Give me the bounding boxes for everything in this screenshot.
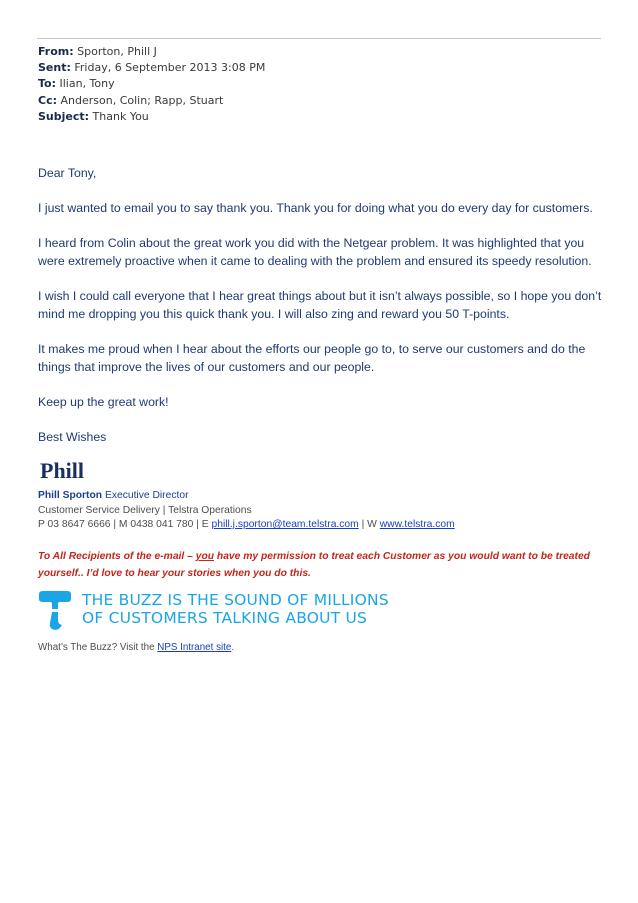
- signature-title: Executive Director: [104, 490, 189, 501]
- email-link[interactable]: phill.j.sporton@team.telstra.com: [211, 519, 359, 530]
- cc-label: Cc:: [38, 93, 57, 107]
- subject-value: Thank You: [92, 109, 149, 123]
- from-label: From:: [38, 45, 74, 58]
- buzz-banner: [38, 590, 389, 634]
- paragraph-4: It makes me proud when I hear about the efforts our people go to, to serve our customers and do the things that improve the lives of our customers and our people.: [38, 341, 586, 374]
- subject-row: [38, 109, 265, 125]
- header-divider: [37, 38, 601, 39]
- notice-end: have my permission to treat each Customer as you would want to be treated yourself.. I’d love to hear your stories when you do this.: [38, 551, 590, 579]
- paragraph-1: I just wanted to email you to say thank you. Thank you for doing what you do every day for customers.: [38, 201, 593, 216]
- signature-name: Phill Sporton: [38, 490, 103, 501]
- signature-dept: Customer Service Delivery | Telstra Operations: [38, 504, 252, 516]
- cc-value: Anderson, Colin; Rapp, Stuart: [60, 93, 224, 107]
- to-value: Ilian, Tony: [59, 77, 115, 91]
- paragraph-5: Keep up the great work!: [38, 394, 169, 409]
- signature-contact: [38, 518, 608, 533]
- closing: Best Wishes: [38, 429, 107, 444]
- from-row: [38, 44, 265, 60]
- subject-label: Subject:: [38, 109, 90, 123]
- buzz-footer: [38, 642, 234, 653]
- handwritten-signature: Phill: [40, 458, 85, 483]
- permission-notice: [38, 548, 604, 582]
- buzz-text: What’s The Buzz? Visit the: [38, 642, 158, 653]
- sent-value: Friday, 6 September 2013 3:08 PM: [74, 61, 266, 75]
- website-link[interactable]: www.telstra.com: [379, 519, 455, 530]
- notice-you: you: [195, 551, 215, 562]
- paragraph-2: I heard from Colin about the great work you did with the Netgear problem. It was highlighted that you were extremely proactive when it came to dealing with the problem and ensured its speedy resolution.: [38, 236, 592, 268]
- sent-row: [38, 60, 265, 76]
- web-prefix: | W: [361, 519, 377, 530]
- banner-text: [82, 591, 389, 627]
- email-body: [38, 165, 608, 464]
- paragraph-3: I wish I could call everyone that I hear great things about but it isn’t always possible, so I hope you don’t mind me dropping you this quick thank you. I will also zing and reward you 50 T-points.: [38, 289, 602, 321]
- contact-phones: P 03 8647 6666 | M 0438 041 780 | E: [38, 519, 209, 530]
- cc-row: [38, 93, 265, 109]
- greeting: Dear Tony,: [38, 166, 97, 180]
- sent-label: Sent:: [38, 61, 71, 75]
- to-label: To:: [38, 77, 56, 91]
- email-header: [38, 44, 265, 125]
- banner-line-1: THE BUZZ IS THE SOUND OF MILLIONS: [82, 591, 389, 609]
- signature-block: [38, 489, 608, 533]
- telstra-logo-icon: [38, 590, 72, 632]
- banner-line-2: OF CUSTOMERS TALKING ABOUT US: [82, 609, 368, 627]
- buzz-end: .: [231, 642, 235, 653]
- to-row: [38, 76, 265, 92]
- signature-name-line: [38, 489, 608, 504]
- notice-start: To All Recipients of the e-mail –: [38, 551, 196, 562]
- nps-intranet-link[interactable]: NPS Intranet site: [157, 642, 232, 653]
- from-value: Sporton, Phill J: [77, 45, 157, 58]
